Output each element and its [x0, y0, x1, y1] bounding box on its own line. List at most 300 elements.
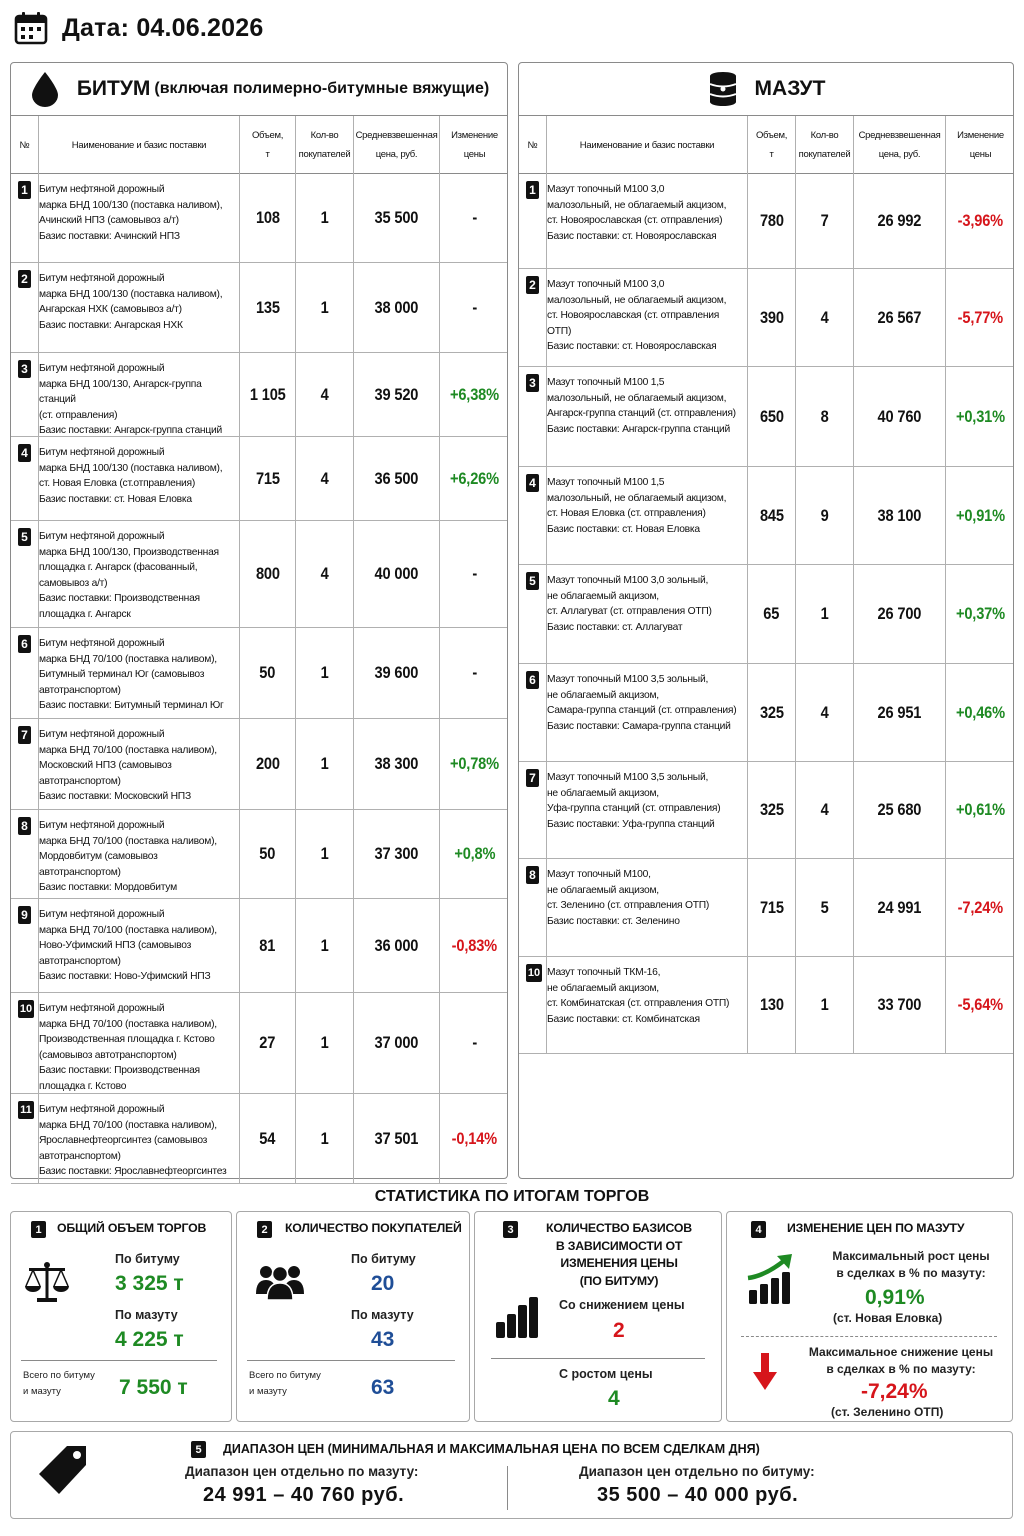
change-value: +0,91%: [956, 505, 1005, 525]
change-cell: [440, 719, 509, 809]
volume-value: 800: [255, 564, 280, 583]
volume-value: 130: [759, 995, 784, 1014]
volume-value: 780: [759, 211, 784, 230]
price-cell: [354, 437, 440, 520]
product-name: Битум нефтяной дорожный марка БНД 100/130, Производственная площадка г. Ангарск (фасованный, самовывоз а/т) Базис поставки: Производственная площадка г. Ангарск: [39, 531, 219, 620]
table-row: [11, 263, 507, 353]
row-number-badge: 4: [18, 444, 31, 462]
stat-mazut-label: По мазуту: [115, 1308, 178, 1322]
table-row: [11, 353, 507, 437]
stat-mazut-change: [726, 1211, 1013, 1422]
column-header: Наименование и базис поставки: [39, 116, 240, 174]
price-value: 37 300: [374, 844, 419, 863]
price-cell: [854, 957, 946, 1053]
stat-buyers: [236, 1211, 470, 1422]
change-cell: [440, 437, 509, 520]
buyers-cell: [296, 810, 354, 898]
buyers-cell: [296, 263, 354, 352]
change-value: -5,64%: [957, 995, 1004, 1014]
product-name-cell: [39, 719, 240, 809]
product-name: Мазут топочный М100, не облагаемый акцизом, ст. Зеленино (ст. отправления ОТП) Базис поставки: ст. Зеленино: [547, 869, 710, 927]
buyers-value: 1: [320, 663, 329, 682]
divider: [741, 1336, 997, 1337]
product-name: Мазут топочный М100 3,0 малозольный, не облагаемый акцизом, ст. Новоярославская (ст. отправления ОТП) Базис поставки: ст. Новоярославская: [547, 279, 727, 352]
row-number-cell: [11, 899, 39, 992]
row-number-cell: [519, 664, 547, 761]
table-row: [11, 521, 507, 628]
stat-down-count: 2: [613, 1319, 625, 1342]
row-number-cell: [11, 174, 39, 262]
price-value: 38 300: [374, 754, 419, 773]
change-cell: [946, 174, 1015, 268]
row-number-badge: 7: [18, 726, 31, 744]
stat-up-count: 4: [608, 1387, 620, 1410]
row-number-badge: 6: [526, 671, 539, 689]
change-cell: [946, 664, 1015, 761]
product-name: Битум нефтяной дорожный марка БНД 100/130, Ангарск-группа станций (ст. отправления) Базис поставки: Ангарск-группа станций: [39, 363, 223, 436]
change-value: -: [472, 1033, 477, 1052]
volume-value: 200: [255, 754, 280, 773]
volume-cell: [748, 664, 796, 761]
table-row: [519, 859, 1013, 957]
row-number-badge: 7: [526, 769, 539, 787]
price-value: 26 700: [877, 604, 922, 623]
bitum-table-header: [11, 116, 507, 174]
row-number-cell: [519, 174, 547, 268]
buyers-value: 1: [320, 208, 329, 227]
volume-cell: [748, 367, 796, 466]
price-cell: [854, 664, 946, 761]
buyers-cell: [296, 174, 354, 262]
table-row: [519, 664, 1013, 762]
column-header: Изменение цены: [451, 130, 498, 160]
table-row: [11, 437, 507, 521]
buyers-cell: [296, 628, 354, 718]
buyers-cell: [796, 762, 854, 858]
buyers-value: 7: [820, 211, 829, 230]
price-cell: [854, 174, 946, 268]
change-value: +0,46%: [956, 702, 1005, 722]
column-header: Средневзвешенная цена, руб.: [354, 116, 440, 174]
range-bitum-label: Диапазон цен отдельно по битуму:: [579, 1464, 815, 1479]
stat-max-down-station: (ст. Зеленино ОТП): [831, 1405, 944, 1419]
stat-max-up-label: Максимальный рост цены в сделках в % по мазуту:: [832, 1249, 990, 1280]
row-number-badge: 8: [18, 817, 31, 835]
stat-heading: ОБЩИЙ ОБЪЕМ ТОРГОВ: [57, 1221, 207, 1235]
bitum-panel: [10, 62, 508, 1179]
buyers-value: 4: [820, 307, 829, 327]
mazut-title-bar: [519, 63, 1013, 116]
volume-value: 325: [759, 702, 784, 722]
price-value: 38 000: [374, 297, 419, 317]
volume-value: 27: [259, 1033, 276, 1052]
product-name-cell: [547, 957, 748, 1053]
volume-value: 50: [259, 663, 276, 682]
row-number-cell: [519, 467, 547, 564]
volume-cell: [748, 957, 796, 1053]
volume-value: 390: [759, 307, 784, 327]
row-number-cell: [11, 437, 39, 520]
change-cell: [440, 810, 509, 898]
change-value: +0,61%: [956, 800, 1005, 819]
buyers-value: 4: [320, 468, 329, 488]
stat-bitum-buyers: 20: [371, 1272, 395, 1295]
buyers-value: 8: [820, 406, 829, 426]
change-cell: [440, 993, 509, 1093]
table-row: [519, 565, 1013, 664]
volume-cell: [748, 762, 796, 858]
stat-bases: [474, 1211, 722, 1422]
buyers-cell: [296, 899, 354, 992]
price-value: 26 951: [877, 702, 922, 722]
volume-cell: [240, 993, 296, 1093]
range-heading: ДИАПАЗОН ЦЕН (МИНИМАЛЬНАЯ И МАКСИМАЛЬНАЯ ЦЕНА ПО ВСЕМ СДЕЛКАМ ДНЯ): [223, 1442, 760, 1456]
range-bitum-value: 35 500 – 40 000 руб.: [597, 1484, 799, 1506]
product-name-cell: [39, 899, 240, 992]
buyers-cell: [796, 664, 854, 761]
table-row: [519, 174, 1013, 269]
divider: [247, 1360, 455, 1361]
table-row: [11, 628, 507, 719]
table-row: [11, 993, 507, 1094]
buyers-value: 1: [820, 604, 829, 623]
product-name: Мазут топочный М100 1,5 малозольный, не облагаемый акцизом, ст. Новая Еловка (ст. отправления) Базис поставки: ст. Новая Еловка: [547, 477, 727, 535]
calendar-icon: [14, 11, 48, 45]
volume-cell: [748, 269, 796, 366]
stat-total-buyers: 63: [371, 1376, 395, 1399]
change-cell: [440, 899, 509, 992]
row-number-cell: [11, 1094, 39, 1183]
price-cell: [354, 719, 440, 809]
row-number-cell: [11, 521, 39, 627]
buyers-cell: [296, 437, 354, 520]
product-name-cell: [547, 859, 748, 956]
stat-mazut-volume: 4 225 т: [115, 1328, 184, 1351]
volume-cell: [240, 437, 296, 520]
buyers-cell: [296, 1094, 354, 1183]
buyers-value: 9: [820, 505, 829, 525]
column-header: Кол-во покупателей: [296, 116, 354, 174]
row-number-cell: [11, 263, 39, 352]
mazut-panel: [518, 62, 1014, 1179]
divider: [21, 1360, 217, 1361]
product-name: Битум нефтяной дорожный марка БНД 70/100 (поставка наливом), Московский НПЗ (самовывоз автотранспортом) Базис поставки: Московский НПЗ: [39, 729, 217, 802]
buyers-cell: [296, 353, 354, 436]
row-number-cell: [519, 859, 547, 956]
price-cell: [854, 367, 946, 466]
row-number-badge: 4: [526, 474, 539, 492]
column-header: Объем, т: [748, 116, 796, 174]
volume-value: 845: [759, 505, 784, 525]
volume-cell: [240, 899, 296, 992]
volume-cell: [240, 810, 296, 898]
volume-cell: [240, 353, 296, 436]
change-value: +0,31%: [956, 406, 1005, 426]
row-number-badge: 9: [18, 906, 31, 924]
product-name-cell: [39, 810, 240, 898]
row-number-cell: [11, 628, 39, 718]
product-name-cell: [547, 762, 748, 858]
price-value: 40 760: [877, 406, 922, 426]
change-cell: [440, 263, 509, 352]
stat-bitum-volume: 3 325 т: [115, 1272, 184, 1295]
buyers-cell: [796, 174, 854, 268]
product-name: Битум нефтяной дорожный марка БНД 70/100 (поставка наливом), Битумный терминал Юг (самовывоз автотранспортом) Базис поставки: Битумный терминал Юг: [39, 638, 224, 711]
product-name: Битум нефтяной дорожный марка БНД 70/100 (поставка наливом), Мордовбитум (самовывоз автотранспортом) Базис поставки: Мордовбитум: [39, 820, 217, 893]
down-arrow-icon: [751, 1352, 779, 1392]
price-value: 36 500: [374, 468, 419, 488]
row-number-cell: [11, 719, 39, 809]
price-cell: [354, 1094, 440, 1183]
stat-heading: КОЛИЧЕСТВО ПОКУПАТЕЛЕЙ: [285, 1221, 462, 1235]
change-value: +6,38%: [450, 384, 499, 404]
price-cell: [354, 810, 440, 898]
volume-cell: [240, 174, 296, 262]
row-number-badge: 10: [18, 1000, 34, 1018]
price-value: 40 000: [374, 564, 419, 583]
product-name-cell: [547, 467, 748, 564]
buyers-cell: [796, 367, 854, 466]
barrel-icon: [707, 71, 739, 107]
product-name-cell: [39, 263, 240, 352]
row-number-cell: [519, 269, 547, 366]
bitum-subtitle: (включая полимерно-битумные вяжущие): [154, 80, 490, 97]
price-value: 25 680: [877, 800, 922, 819]
change-value: -5,77%: [957, 307, 1004, 327]
bitum-title: БИТУМ: [76, 77, 151, 100]
price-cell: [354, 899, 440, 992]
product-name: Битум нефтяной дорожный марка БНД 70/100 (поставка наливом), Ново-Уфимский НПЗ (самовывоз автотранспортом) Базис поставки: Ново-Уфимский НПЗ: [39, 909, 217, 982]
price-cell: [854, 762, 946, 858]
table-row: [11, 174, 507, 263]
scales-icon: [23, 1260, 71, 1304]
product-name: Мазут топочный М100 3,5 зольный, не облагаемый акцизом, Самара-группа станций (ст. отправления) Базис поставки: Самара-группа станций: [547, 674, 737, 732]
product-name: Битум нефтяной дорожный марка БНД 100/130 (поставка наливом), ст. Новая Еловка (ст.отправления) Базис поставки: ст. Новая Еловка: [39, 447, 223, 505]
row-number-cell: [11, 993, 39, 1093]
row-number-badge: 5: [18, 528, 31, 546]
product-name: Битум нефтяной дорожный марка БНД 100/130 (поставка наливом), Ангарская НХК (самовывоз а/т) Базис поставки: Ангарская НХК: [39, 273, 223, 331]
range-mazut-value: 24 991 – 40 760 руб.: [203, 1484, 405, 1506]
stat-total-volume: [10, 1211, 232, 1422]
buyers-cell: [796, 565, 854, 663]
price-value: 26 567: [877, 307, 922, 327]
buyers-value: 4: [320, 564, 329, 583]
volume-cell: [240, 521, 296, 627]
stat-number-badge: 4: [751, 1221, 766, 1238]
volume-cell: [748, 174, 796, 268]
volume-value: 50: [259, 844, 276, 863]
buyers-value: 1: [320, 844, 329, 863]
buyers-cell: [796, 269, 854, 366]
mazut-title: МАЗУТ: [754, 77, 826, 100]
product-name-cell: [39, 174, 240, 262]
product-name: Битум нефтяной дорожный марка БНД 70/100 (поставка наливом), Производственная площадка г. Кстово (самовывоз автотранспортом) Базис поставки: Производственная площадка г. Кстово: [39, 1003, 217, 1092]
table-row: [519, 467, 1013, 565]
product-name-cell: [547, 367, 748, 466]
change-value: -0,14%: [451, 1128, 498, 1148]
buyers-value: 1: [820, 995, 829, 1014]
row-number-badge: 11: [18, 1101, 34, 1119]
change-cell: [440, 1094, 509, 1183]
table-row: [519, 762, 1013, 859]
stat-heading: ИЗМЕНЕНИЕ ЦЕН ПО МАЗУТУ: [787, 1221, 965, 1235]
stat-mazut-buyers: 43: [371, 1328, 395, 1351]
stat-total-volume-value: 7 550 т: [119, 1376, 188, 1399]
price-cell: [354, 263, 440, 352]
change-value: +0,37%: [956, 604, 1005, 623]
price-value: 37 501: [374, 1128, 419, 1148]
buyers-value: 1: [320, 297, 329, 317]
product-name: Битум нефтяной дорожный марка БНД 100/130 (поставка наливом), Ачинский НПЗ (самовывоз а/т) Базис поставки: Ачинский НПЗ: [39, 184, 223, 242]
droplet-icon: [29, 71, 61, 107]
change-cell: [440, 174, 509, 262]
stat-mazut-label: По мазуту: [351, 1308, 414, 1322]
change-cell: [440, 628, 509, 718]
product-name-cell: [39, 353, 240, 436]
product-name-cell: [39, 628, 240, 718]
price-cell: [354, 993, 440, 1093]
column-header: №: [519, 116, 547, 174]
row-number-badge: 3: [18, 360, 31, 378]
change-cell: [440, 353, 509, 436]
table-row: [11, 810, 507, 899]
price-cell: [354, 628, 440, 718]
product-name-cell: [547, 174, 748, 268]
column-header: Кол-во покупателей: [796, 116, 854, 174]
product-name-cell: [39, 521, 240, 627]
buyers-value: 5: [820, 897, 829, 917]
change-value: -: [472, 297, 477, 317]
change-value: +0,78%: [450, 754, 499, 773]
price-cell: [354, 521, 440, 627]
product-name-cell: [39, 993, 240, 1093]
stat-up-label: С ростом цены: [559, 1367, 653, 1381]
stat-price-range: [10, 1431, 1013, 1519]
change-value: -0,83%: [451, 935, 498, 955]
stat-total-label: Всего по битуму и мазуту: [249, 1370, 321, 1397]
change-value: -: [472, 663, 477, 682]
buyers-value: 4: [820, 800, 829, 819]
row-number-badge: 2: [526, 276, 539, 294]
divider: [491, 1358, 705, 1359]
stat-max-up-value: 0,91%: [865, 1286, 925, 1309]
change-cell: [440, 521, 509, 627]
volume-cell: [240, 628, 296, 718]
volume-cell: [748, 859, 796, 956]
volume-cell: [240, 719, 296, 809]
volume-cell: [748, 565, 796, 663]
people-icon: [255, 1260, 305, 1300]
product-name-cell: [547, 565, 748, 663]
buyers-cell: [796, 859, 854, 956]
column-header: Наименование и базис поставки: [547, 116, 748, 174]
price-value: 24 991: [877, 897, 922, 917]
table-row: [11, 899, 507, 993]
buyers-value: 4: [320, 384, 329, 404]
product-name-cell: [547, 269, 748, 366]
stat-number-badge: 1: [31, 1221, 46, 1238]
row-number-badge: 8: [526, 866, 539, 884]
table-row: [519, 367, 1013, 467]
product-name: Мазут топочный ТКМ-16, не облагаемый акцизом, ст. Комбинатская (ст. отправления ОТП) Базис поставки: ст. Комбинатская: [547, 967, 730, 1025]
price-value: 36 000: [374, 935, 419, 955]
row-number-cell: [519, 367, 547, 466]
row-number-badge: 2: [18, 270, 31, 288]
bar-chart-icon: [495, 1296, 539, 1340]
stat-max-up-station: (ст. Новая Еловка): [833, 1311, 943, 1325]
change-value: -: [472, 564, 477, 583]
column-header: Изменение цены: [957, 130, 1004, 160]
column-header: №: [11, 116, 39, 174]
table-row: [519, 269, 1013, 367]
row-number-cell: [11, 353, 39, 436]
buyers-cell: [296, 719, 354, 809]
price-tag-icon: [39, 1444, 89, 1498]
change-cell: [946, 957, 1015, 1053]
volume-value: 108: [255, 208, 280, 227]
change-value: +6,26%: [450, 468, 499, 488]
buyers-cell: [796, 957, 854, 1053]
column-header: Средневзвешенная цена, руб.: [854, 116, 946, 174]
volume-value: 81: [259, 935, 276, 955]
price-value: 39 600: [374, 663, 419, 682]
row-number-badge: 6: [18, 635, 31, 653]
report-date: Дата: 04.06.2026: [62, 13, 264, 42]
row-number-badge: 1: [18, 181, 31, 199]
volume-value: 650: [759, 406, 784, 426]
change-cell: [946, 762, 1015, 858]
price-cell: [854, 467, 946, 564]
buyers-cell: [296, 521, 354, 627]
change-cell: [946, 269, 1015, 366]
price-value: 26 992: [877, 211, 922, 230]
volume-value: 65: [763, 604, 780, 623]
product-name-cell: [39, 1094, 240, 1183]
price-value: 38 100: [877, 505, 922, 525]
stat-total-label: Всего по битуму и мазуту: [23, 1370, 95, 1397]
product-name: Мазут топочный М100 3,0 зольный, не облагаемый акцизом, ст. Аллагуват (ст. отправления ОТП) Базис поставки: ст. Аллагуват: [547, 575, 712, 633]
report-header: [14, 6, 263, 50]
row-number-cell: [11, 810, 39, 898]
table-row: [11, 719, 507, 810]
volume-value: 54: [259, 1128, 276, 1148]
change-cell: [946, 859, 1015, 956]
change-cell: [946, 565, 1015, 663]
stat-heading: КОЛИЧЕСТВО БАЗИСОВ В ЗАВИСИМОСТИ ОТ ИЗМЕНЕНИЯ ЦЕНЫ (ПО БИТУМУ): [546, 1221, 692, 1288]
price-value: 33 700: [877, 995, 922, 1014]
buyers-cell: [296, 993, 354, 1093]
volume-value: 1 105: [249, 384, 286, 404]
price-cell: [354, 353, 440, 436]
price-value: 39 520: [374, 384, 419, 404]
volume-cell: [748, 467, 796, 564]
row-number-badge: 5: [526, 572, 539, 590]
column-header: Объем, т: [240, 116, 296, 174]
price-cell: [354, 174, 440, 262]
table-row: [11, 1094, 507, 1184]
price-value: 35 500: [374, 208, 419, 227]
stat-bitum-label: По битуму: [115, 1252, 180, 1266]
table-row: [519, 957, 1013, 1054]
price-value: 37 000: [374, 1033, 419, 1052]
product-name: Битум нефтяной дорожный марка БНД 70/100 (поставка наливом), Ярославнефтеоргсинтез (самовывоз автотранспортом) Базис поставки: Ярославнефтеоргсинтез: [39, 1104, 227, 1177]
change-cell: [946, 467, 1015, 564]
buyers-value: 1: [320, 1033, 329, 1052]
change-cell: [946, 367, 1015, 466]
product-name-cell: [547, 664, 748, 761]
volume-cell: [240, 1094, 296, 1183]
stat-number-badge: 3: [503, 1221, 518, 1238]
